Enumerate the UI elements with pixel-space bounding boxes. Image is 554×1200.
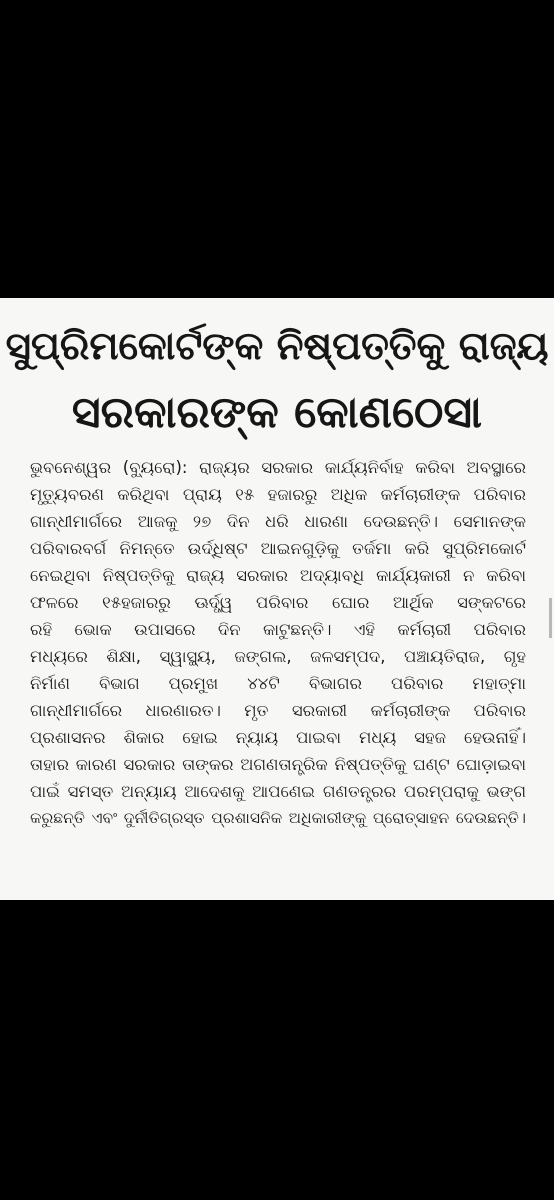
headline-line-1: ସୁପ୍ରିମକୋର୍ଟଙ୍କ ନିଷ୍ପତ୍ତିକୁ ରାଜ୍ୟ <box>5 324 549 369</box>
body-line: ରହି ଭୋକ ଉପାସରେ ଦିନ କାଟୁଛନ୍ତି। ଏହି କର୍ମଚାରୀ ପରିବାର <box>30 620 526 639</box>
body-line: ଭୁବନେଶ୍ୱର (ବ୍ୟୁରୋ): ରାଜ୍ୟର ସରକାର କାର୍ଯ୍ୟନିର୍ବାହ କରିବା ଅବସ୍ଥାରେ <box>30 458 526 477</box>
body-line: ପାଇଁ ସମସ୍ତ ଅନ୍ୟାୟ ଆଦେଶକୁ ଆପଣେଇ ଗଣତନ୍ତ୍ରର ପରମ୍ପରାକୁ ଭଙ୍ଗ <box>30 782 526 801</box>
body-line: ଫଳରେ ୧୫ହଜାରରୁ ଊର୍ଦ୍ଧ୍ୱ ପରିବାର ଘୋର ଆର୍ଥିକ ସଙ୍କଟରେ <box>30 593 526 612</box>
body-line: ନିର୍ମାଣ ବିଭାଗ ପ୍ରମୁଖ ୪୪ଟି ବିଭାଗର ପରିବାର ମହାତ୍ମା <box>30 674 526 693</box>
body-line: ଗାନ୍ଧୀମାର୍ଗରେ ଧାରଣାରତ। ମୃତ ସରକାରୀ କର୍ମଚାରୀଙ୍କ ପରିବାର <box>30 701 526 720</box>
body-line: ତାହାର କାରଣ ସରକାର ତାଙ୍କର ଅଗଣତାନ୍ତ୍ରିକ ନିଷ୍ପତ୍ତିକୁ ଘଣ୍ଟ ଘୋଡ଼ାଇବା <box>30 755 526 774</box>
body-line: କରୁଛନ୍ତି ଏବଂ ଦୁର୍ନୀତିଗ୍ରସ୍ତ ପ୍ରଶାସନିକ ଅଧିକାରୀଙ୍କୁ ପ୍ରୋତ୍ସାହନ ଦେଉଛନ୍ତି। <box>30 809 526 827</box>
headline-line-2: ସରକାରଙ୍କ କୋଣଠେସା <box>71 387 483 438</box>
body-line: ପ୍ରଶାସନର ଶିକାର ହୋଇ ନ୍ୟାୟ ପାଇବା ମଧ୍ୟ ସହଜ ହେଉନାହିଁ। <box>30 728 526 747</box>
body-line: ମଧ୍ୟରେ ଶିକ୍ଷା, ସ୍ୱାସ୍ଥ୍ୟ, ଜଙ୍ଗଲ, ଜଳସମ୍ପଦ, ପଞ୍ଚାୟତିରାଜ, ଗୃହ <box>30 647 526 666</box>
scroll-edge-mark <box>549 598 552 638</box>
article-body <box>30 454 526 832</box>
body-line: ନେଇଥିବା ନିଷ୍ପତ୍ତିକୁ ରାଜ୍ୟ ସରକାର ଅଦ୍ୟାବଧି କାର୍ଯ୍ୟକାରୀ ନ କରିବା <box>30 566 526 585</box>
body-line: ପରିବାରବର୍ଗ ନିମନ୍ତେ ଉର୍ଦ୍ଧିଷ୍ଟ ଆଇନଗୁଡ଼ିକୁ ତର୍ଜମା କରି ସୁପ୍ରିମକୋର୍ଟ <box>30 539 526 558</box>
body-line: ଗାନ୍ଧୀମାର୍ଗରେ ଆଜକୁ ୨୭ ଦିନ ଧରି ଧାରଣା ଦେଉଛନ୍ତି। ସେମାନଙ୍କ <box>30 512 526 531</box>
body-line: ମୃତ୍ୟୁବରଣ କରିଥିବା ପ୍ରାୟ ୧୫ ହଜାରରୁ ଅଧିକ କର୍ମଚାରୀଙ୍କ ପରିବାର <box>30 485 526 504</box>
newspaper-clipping <box>0 298 554 900</box>
article-headline <box>0 314 554 446</box>
